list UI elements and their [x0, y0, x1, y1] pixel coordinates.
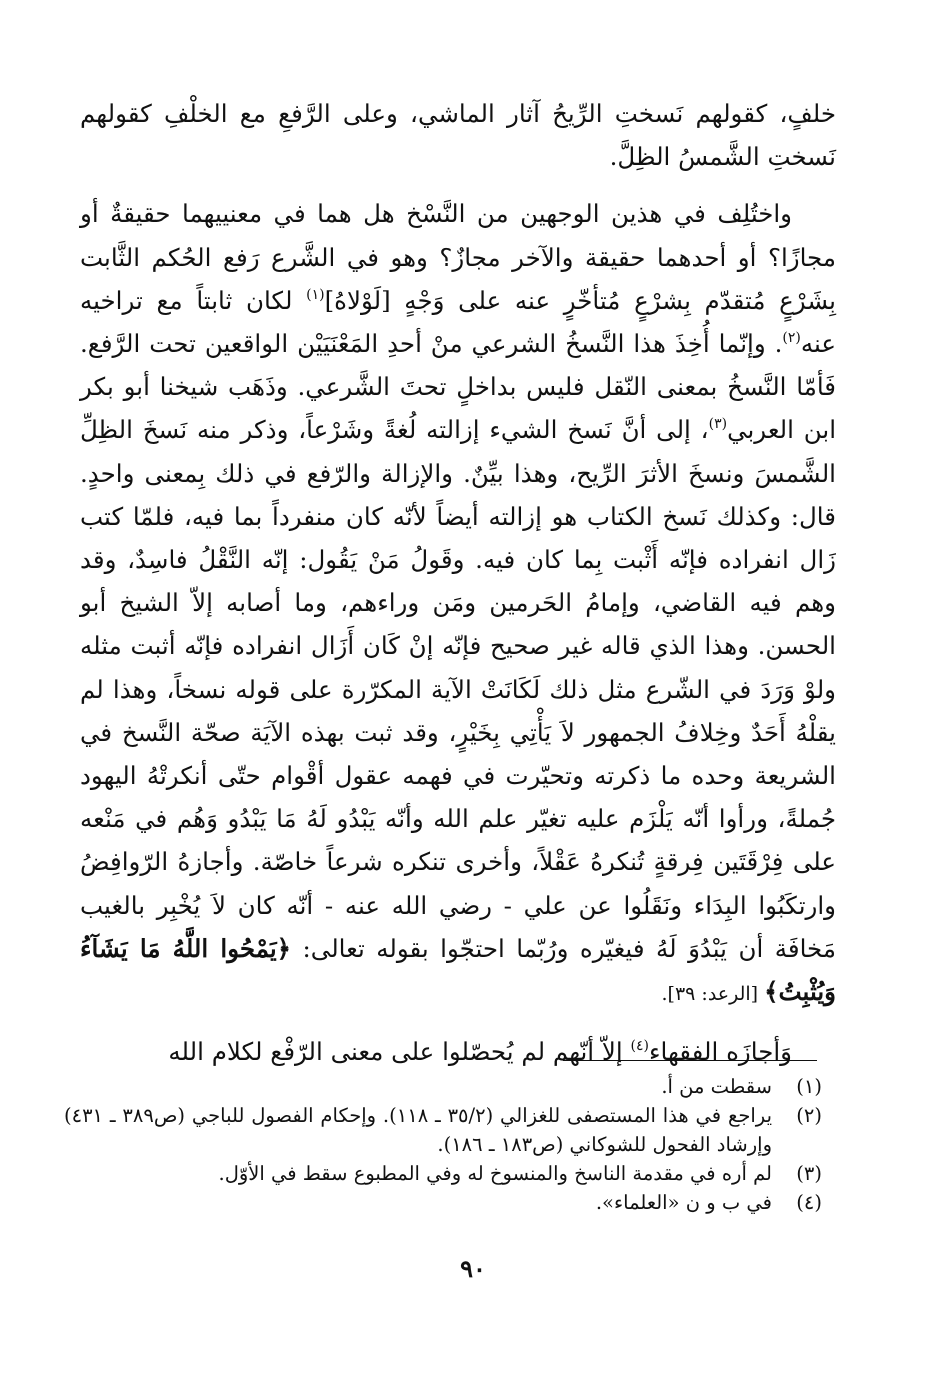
paragraph-2-text-d: ، إلى أنَّ نَسخ الشيء إزالته لُغةً وشَرْعاً، وذكر منه نَسخَ الظِلِّ الشَّمسَ ونسخَ الأثرَ الرِّيح، وهذا بيِّنٌ. والإزالة والرّفع في ذلك بِمعنى واحدٍ. قال: وكذلك نَسخ الكتاب هو إزالته أيضاً لأنّه كان منفرداً بما فيه، فلمّا كتب زَال انفراده فإنّه أَثْبت بِما كان فيه. وقَولُ مَنْ يَقُول: إنّه النَّقْلُ فاسِدٌ، وقد وهم فيه القاضي، وإمامُ الحَرمين ومَن وراءهم، وما أصابه إلاّ الشيخ أبو الحسن. وهذا الذي قاله غير صحيح فإنّه إنْ كَان أَزَال انفراده فإنّه أثبت مثله ولوْ وَرَدَ في الشّرع مثل ذلك لَكَانَتْ الآية المكرّرة على قوله نسخاً، وهذا لم يقلْهُ أَحَدٌ وخِلافُ الجمهور لاَ يَأْتِي بِخَيْرٍ، وقد ثبت بهذه الآيَة صحّة النَّسخ في الشريعة وحده ما ذكرته وتحيّرت في فهمه عقول أقْوام حتّى أنكرتْهُ اليهود جُملةً، ورأوا أنّه يَلْزَم عليه تغيّر علم الله وأنّه يَبْدُو لَهُ مَا يَبْدُو وَهُم في مَنْعه على فِرْقَتَين فِرقةٍ تُنكرهُ عَقْلاً، وأخرى تنكره شرعاً خاصّة. وأجازهُ الرّوافِضُ وارتكَبُوا البِدَاء ونَقَلُوا عن علي - رضي الله عنه - أنّه كان لاَ يُخْبِر بالغيب مَخافَة أن يَبْدُوَ لَهُ فيغيّره ورُبّما احتجّوا بقوله تعالى: — [80, 415, 836, 963]
verse-reference: [الرعد: ٣٩]. — [661, 983, 765, 1006]
paragraph-1 — [80, 92, 836, 178]
footnotes — [64, 1072, 822, 1217]
footnote-text: يراجع في هذا المستصفى للغزالي (٣٥/٢ ـ ١١٨). وإحكام الفصول للباجي (ص٣٨٩ ـ ٤٣١) وإرشاد الفحول للشوكاني (ص١٨٣ ـ ١٨٦). — [64, 1104, 772, 1156]
footnote-number: (١) — [796, 1075, 822, 1098]
footnote-marker-4[interactable]: (٤) — [630, 1038, 649, 1055]
footnote-item — [64, 1159, 822, 1188]
footnote-number: (٣) — [796, 1162, 822, 1185]
paragraph-1-text: خلفٍ، كقولهم نَسختِ الرِّيحُ آثار الماشي، وعلى الرَّفعِ مع الخلْفِ كقولهم نَسختِ الشَّمسُ الظِلَّ. — [80, 99, 836, 172]
page-number: ٩٠ — [460, 1254, 486, 1283]
paragraph-2 — [80, 192, 836, 1016]
footnote-number: (٢) — [796, 1104, 822, 1127]
footnote-item — [64, 1101, 822, 1159]
footnote-marker-1[interactable]: (١) — [306, 286, 325, 303]
footnote-marker-2[interactable]: (٢) — [782, 330, 801, 347]
paragraph-2-text-b: لكان ثابتاً مع تراخيه عنه — [80, 285, 836, 359]
footnote-text: لم أره في مقدمة الناسخ والمنسوخ له وفي المطبوع سقط في الأوّل. — [218, 1162, 772, 1185]
footnote-item — [64, 1188, 822, 1217]
paragraph-3-text-a: وَأجازَه الفقهاء — [648, 1037, 792, 1067]
paragraph-3-text-b: إلاّ أنّهم لم يُحصّلوا على معنى الرّفْع لكلام الله — [168, 1037, 631, 1067]
footnote-text: في ب و ن «العلماء». — [595, 1191, 772, 1214]
quran-verse: ﴿يَمْحُوا اللَّهُ مَا يَشَآءُ وَيُثْبِتُ﴾ — [80, 933, 836, 1007]
paragraph-2-text-c: . وإنّما أُخِذَ هذا النَّسخُ الشرعي منْ أحدِ المَعْنَيَيْن الواقعين تحت الرَّفع. فَأمّا النَّسخُ بمعنى النّقل فليس بداخلٍ تحتَ الشَّرعي. وذَهَب شيخنا أبو بكر ابن العربي — [80, 329, 836, 445]
footnote-marker-3[interactable]: (٣) — [708, 416, 728, 433]
footnote-separator — [563, 1060, 817, 1061]
footnote-number: (٤) — [796, 1191, 822, 1214]
paragraph-3 — [80, 1030, 836, 1073]
footnote-item — [64, 1072, 822, 1101]
footnote-text: سقطت من أ. — [661, 1075, 772, 1098]
paragraph-2-text-a: واختُلِف في هذين الوجهين من النَّسْخ هل هما في معنييهما حقيقةٌ أو مجازًا؟ أو أحدهما حقيقة والآخر مجازٌ؟ وهو في الشَّرع رَفع الحُكم الثَّابت بِشَرْعٍ مُتقدّم بِشرْعٍ مُتأخّرٍ عنه على وَجْهٍ [لَوْلاهُ] — [80, 199, 836, 315]
main-text — [80, 92, 836, 1073]
